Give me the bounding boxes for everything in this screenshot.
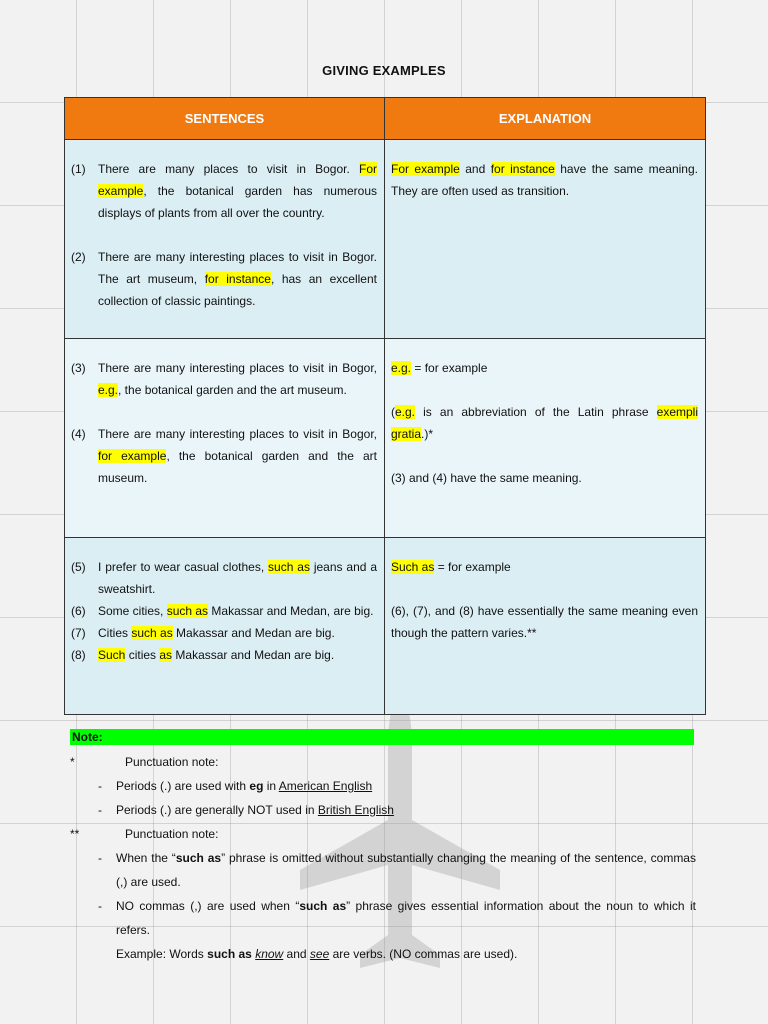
list-item: - When the “such as” phrase is omitted without substantially changing the meaning of the sentence, commas (,) are used. — [98, 851, 696, 889]
page-title: GIVING EXAMPLES — [322, 63, 446, 78]
highlight: for instance — [204, 272, 271, 286]
sentence-5: (5) I prefer to wear casual clothes, such as jeans and a sweatshirt. — [71, 560, 377, 596]
explanation-2: e.g. = for example — [391, 361, 488, 375]
sentence-3: (3) There are many interesting places to visit in Bogor, e.g., the botanical garden and the art museum. — [71, 361, 377, 397]
explanation-1: For example and for instance have the same meaning. They are often used as transition. — [391, 162, 698, 198]
explanation-cell — [385, 140, 706, 339]
list-item: - NO commas (,) are used when “such as” phrase gives essential information about the noun to which it refers. — [98, 899, 696, 937]
sentence-8: (8) Such cities as Makassar and Medan are big. — [71, 648, 335, 662]
table-header-row — [65, 98, 706, 140]
list-item: - Periods (.) are generally NOT used in British English — [98, 803, 394, 817]
sentence-2: (2) There are many interesting places to visit in Bogor. The art museum, for instance, has an excellent collection of classic paintings. — [71, 250, 377, 308]
explanation-3: (e.g. is an abbreviation of the Latin phrase exempli gratia.)* — [391, 405, 698, 441]
sentences-header: SENTENCES — [65, 98, 385, 140]
note-example: Example: Words such as know and see are verbs. (NO commas are used). — [116, 947, 518, 961]
note-1-title: * Punctuation note: — [70, 755, 219, 769]
explanation-6: (6), (7), and (8) have essentially the same meaning even though the pattern varies.** — [391, 604, 698, 640]
sentence-1: (1) There are many places to visit in Bogor. For example, the botanical garden has numerous displays of plants from all over the country. — [71, 162, 377, 220]
table-row — [65, 339, 706, 538]
explanation-5: Such as = for example — [391, 560, 511, 574]
note-2-title: ** Punctuation note: — [70, 827, 219, 841]
highlight: For example — [98, 162, 377, 198]
explanation-cell — [385, 339, 706, 538]
list-item: - Periods (.) are used with eg in American English — [98, 779, 373, 793]
table-row — [65, 538, 706, 715]
sentence-7: (7) Cities such as Makassar and Medan are big. — [71, 626, 335, 640]
sentence-4: (4) There are many interesting places to visit in Bogor, for example, the botanical garden and the art museum. — [71, 427, 377, 485]
sentences-cell — [65, 339, 385, 538]
sentence-6: (6) Some cities, such as Makassar and Medan, are big. — [71, 604, 374, 618]
notes-section — [70, 750, 696, 966]
explanation-header: EXPLANATION — [385, 98, 706, 140]
table-row — [65, 140, 706, 339]
sentences-cell — [65, 140, 385, 339]
explanation-4: (3) and (4) have the same meaning. — [391, 471, 582, 485]
note-label: Note: — [70, 729, 694, 745]
examples-table — [64, 97, 706, 715]
sentences-cell — [65, 538, 385, 715]
explanation-cell — [385, 538, 706, 715]
